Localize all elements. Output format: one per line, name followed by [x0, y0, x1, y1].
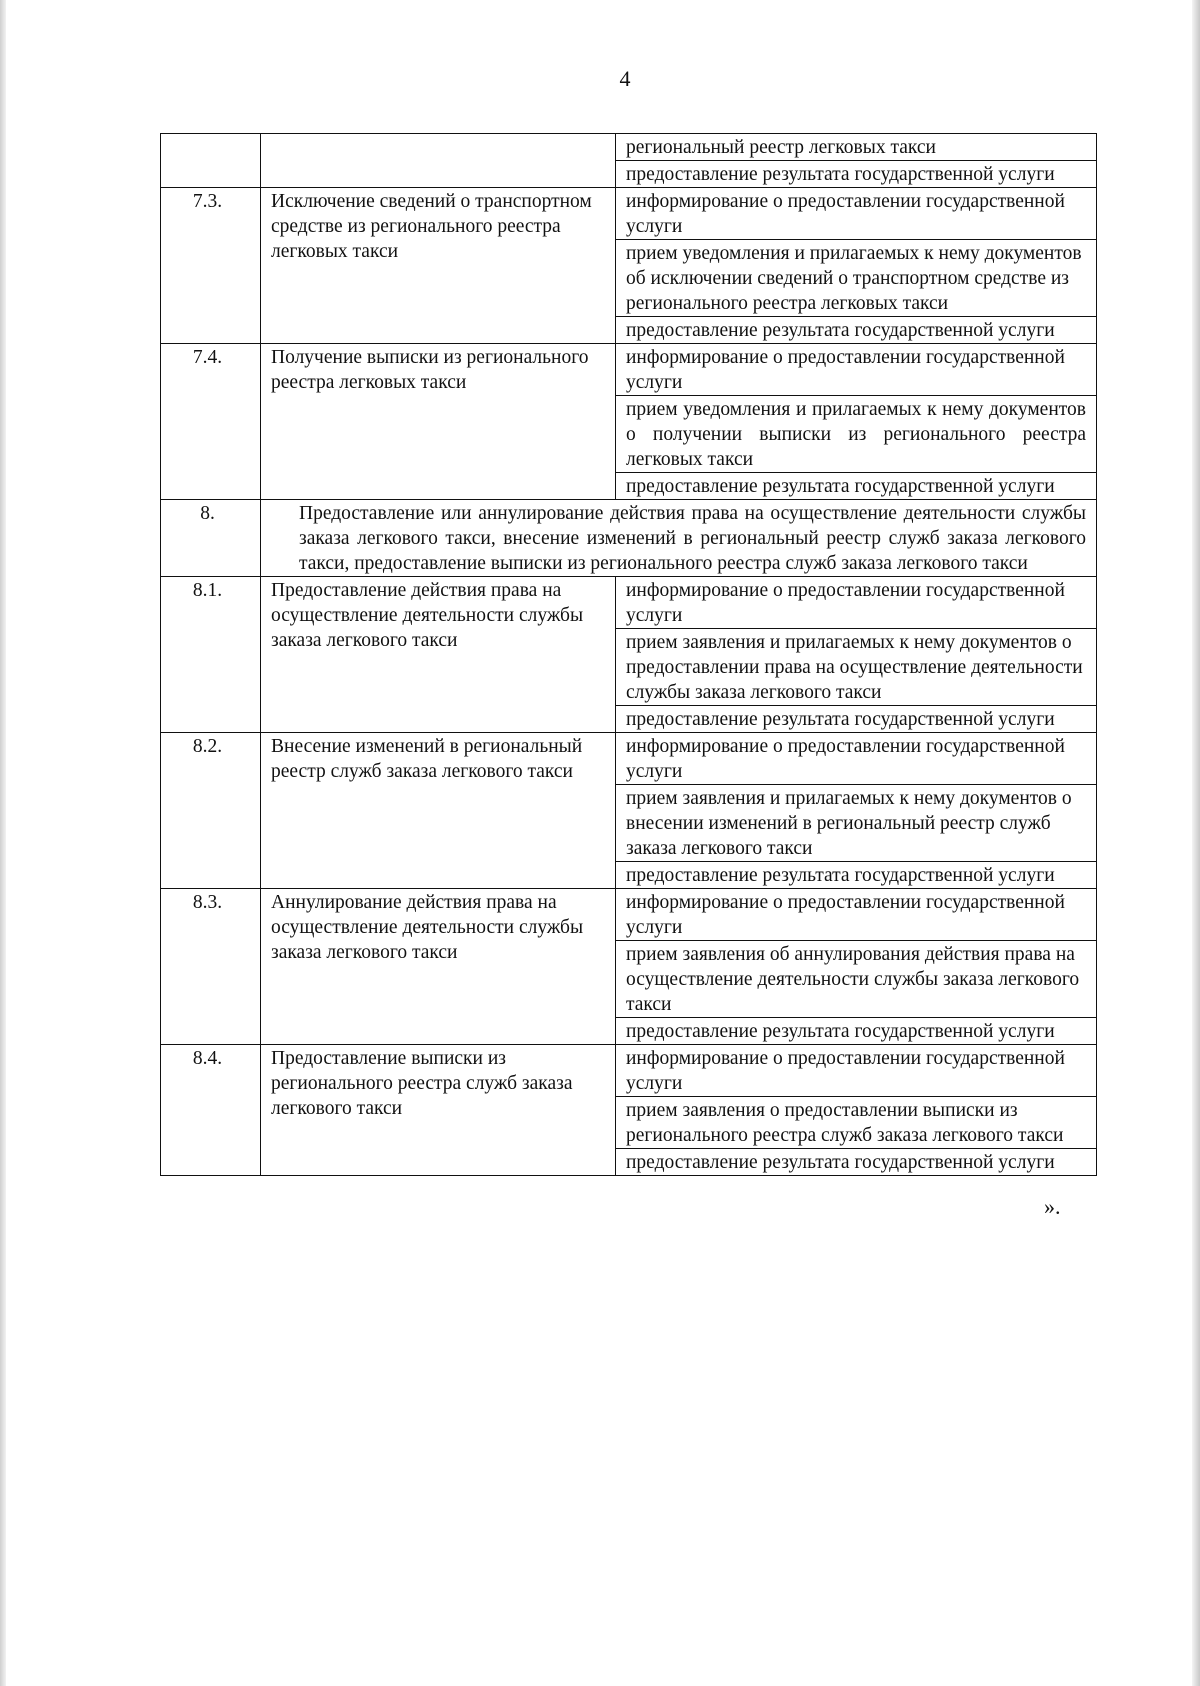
row-number-cell: 8. [161, 500, 261, 577]
table-row [161, 344, 1097, 396]
step-cell: предоставление результата государственной услуги [616, 1018, 1097, 1045]
scan-edge-right [1192, 0, 1200, 1686]
step-cell: информирование о предоставлении государственной услуги [616, 577, 1097, 629]
table-row [161, 1045, 1097, 1097]
services-table [160, 133, 1096, 1176]
table-row [161, 134, 1097, 161]
step-cell: информирование о предоставлении государственной услуги [616, 1045, 1097, 1097]
table-row [161, 577, 1097, 629]
row-number-cell [161, 134, 261, 188]
step-cell: прием заявления и прилагаемых к нему документов о предоставлении права на осуществление деятельности службы заказа легкового такси [616, 629, 1097, 706]
step-cell: предоставление результата государственной услуги [616, 317, 1097, 344]
step-cell: информирование о предоставлении государственной услуги [616, 188, 1097, 240]
table-row [161, 889, 1097, 941]
table-row [161, 733, 1097, 785]
row-name-cell: Получение выписки из регионального реестра легковых такси [261, 344, 616, 500]
closing-quote-mark: ». [1044, 1194, 1061, 1219]
row-name-cell: Внесение изменений в региональный реестр служб заказа легкового такси [261, 733, 616, 889]
step-cell: предоставление результата государственной услуги [616, 862, 1097, 889]
step-cell: информирование о предоставлении государственной услуги [616, 889, 1097, 941]
step-cell: предоставление результата государственной услуги [616, 706, 1097, 733]
row-name-cell: Аннулирование действия права на осуществление деятельности службы заказа легкового такси [261, 889, 616, 1045]
row-number-cell: 8.3. [161, 889, 261, 1045]
row-name-cell: Предоставление выписки из регионального реестра служб заказа легкового такси [261, 1045, 616, 1176]
row-number-cell: 8.2. [161, 733, 261, 889]
step-cell: прием заявления и прилагаемых к нему документов о внесении изменений в региональный реестр служб заказа легкового такси [616, 785, 1097, 862]
step-cell: информирование о предоставлении государственной услуги [616, 733, 1097, 785]
step-cell: прием заявления о предоставлении выписки из регионального реестра служб заказа легкового такси [616, 1097, 1097, 1149]
step-cell: прием заявления об аннулирования действия права на осуществление деятельности службы заказа легкового такси [616, 941, 1097, 1018]
row-number-cell: 8.4. [161, 1045, 261, 1176]
row-number-cell: 8.1. [161, 577, 261, 733]
row-name-cell: Предоставление действия права на осуществление деятельности службы заказа легкового такси [261, 577, 616, 733]
row-number-cell: 7.3. [161, 188, 261, 344]
row-name-cell [261, 134, 616, 188]
step-cell: региональный реестр легковых такси [616, 134, 1097, 161]
table-row [161, 188, 1097, 240]
table-row [161, 500, 1097, 577]
page-number: 4 [619, 66, 631, 91]
row-name-cell: Исключение сведений о транспортном средстве из регионального реестра легковых такси [261, 188, 616, 344]
step-cell: предоставление результата государственной услуги [616, 1149, 1097, 1176]
scan-edge-left [0, 0, 6, 1686]
step-cell: предоставление результата государственной услуги [616, 473, 1097, 500]
section-title-cell: Предоставление или аннулирование действия права на осуществление деятельности службы заказа легкового такси, внесение изменений в региональный реестр служб заказа легкового такси, предоставление выписки из регионального реестра служб заказа легкового такси [261, 500, 1097, 577]
step-cell: информирование о предоставлении государственной услуги [616, 344, 1097, 396]
step-cell: прием уведомления и прилагаемых к нему документов о получении выписки из регионального реестра легковых такси [616, 396, 1097, 473]
row-number-cell: 7.4. [161, 344, 261, 500]
step-cell: предоставление результата государственной услуги [616, 161, 1097, 188]
step-cell: прием уведомления и прилагаемых к нему документов об исключении сведений о транспортном средстве из регионального реестра легковых такси [616, 240, 1097, 317]
